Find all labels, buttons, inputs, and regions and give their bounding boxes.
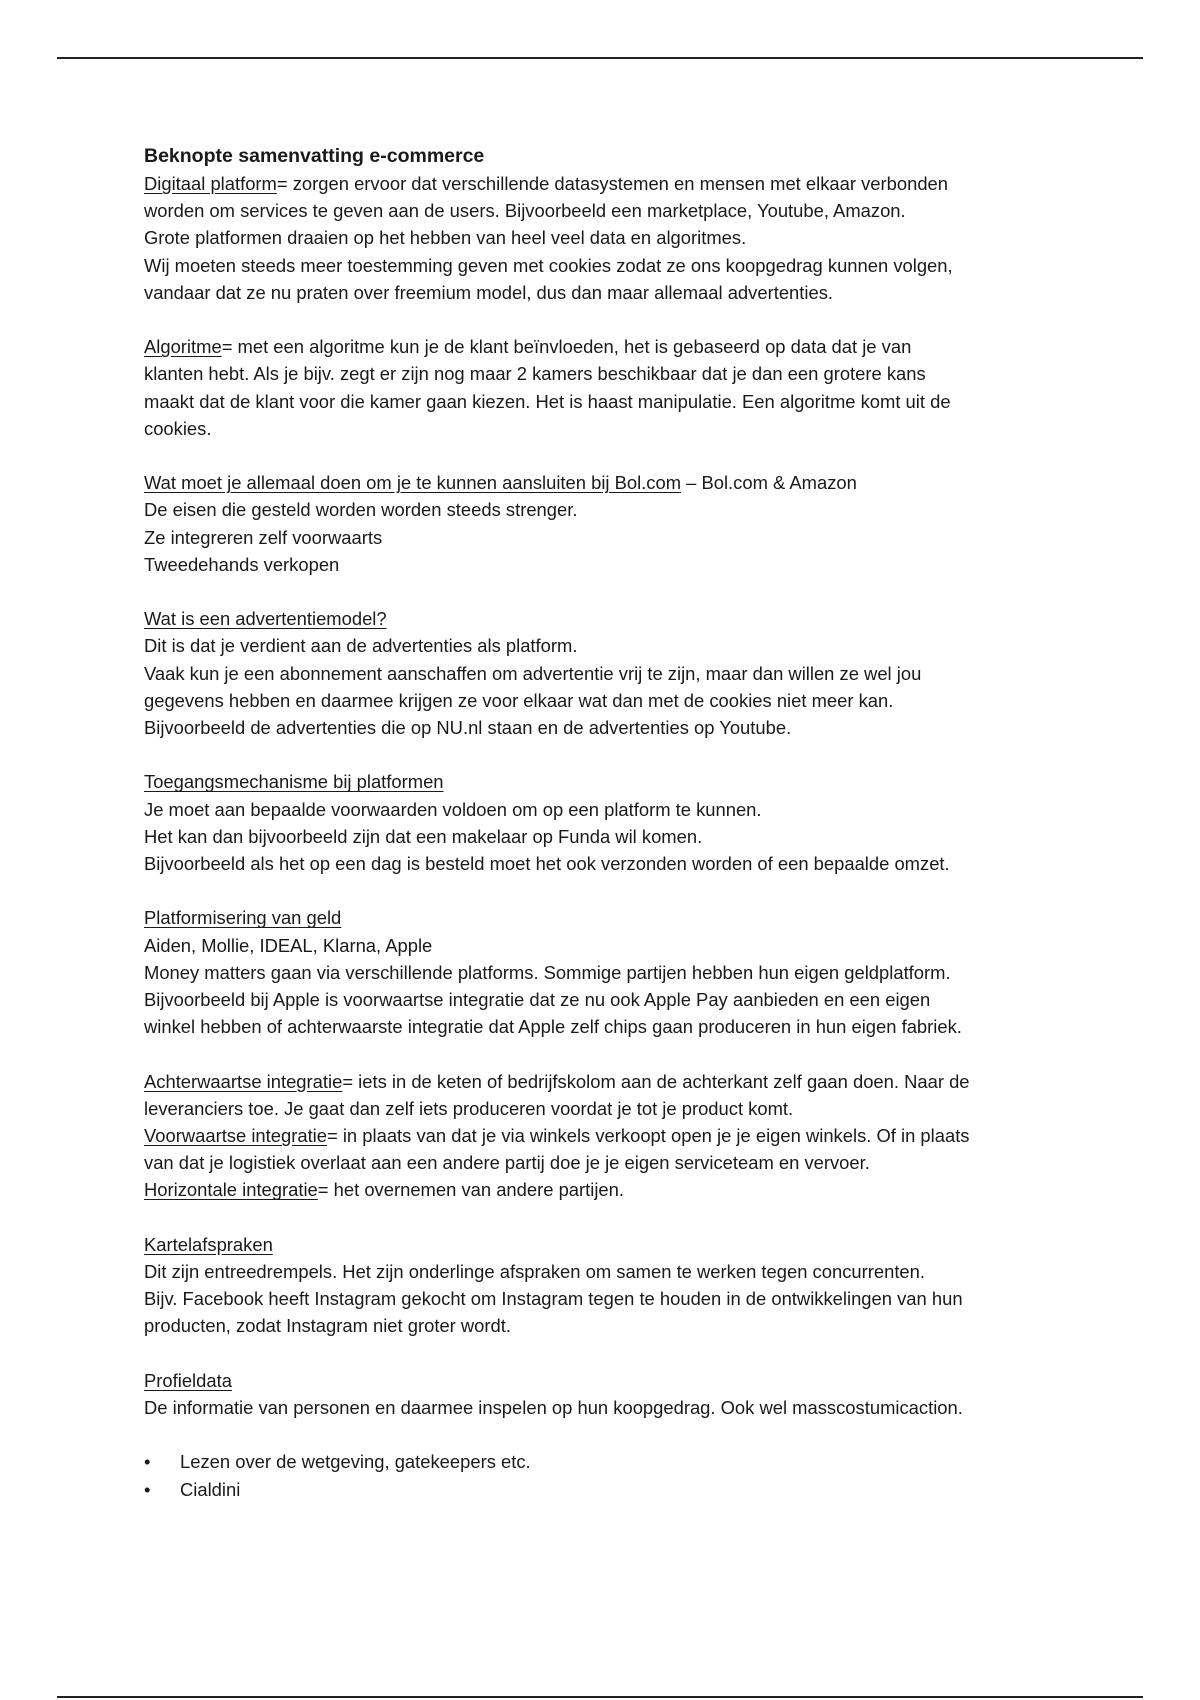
section-bolcom: [144, 469, 1084, 578]
section-heading-line: [144, 904, 1084, 931]
term-definition: = het overnemen van andere partijen.: [317, 1179, 624, 1201]
paragraph-line: Money matters gaan via verschillende platforms. Sommige partijen hebben hun eigen geldplatform.: [144, 961, 951, 983]
term-achterwaartse-integratie: Achterwaartse integratie: [144, 1070, 343, 1092]
heading-suffix: – Bol.com & Amazon: [681, 472, 857, 494]
section-kartelafspraken: [144, 1231, 1084, 1340]
spacer: [144, 306, 1084, 333]
paragraph-line: [144, 1122, 1084, 1149]
list-item: [144, 1448, 1084, 1475]
section-heading-line: [144, 1367, 1084, 1394]
spacer: [144, 578, 1084, 605]
section-heading: Wat moet je allemaal doen om je te kunnen aansluiten bij Bol.com: [144, 472, 682, 494]
spacer: [144, 1421, 1084, 1448]
paragraph-line: van dat je logistiek overlaat aan een andere partij doe je je eigen serviceteam en vervoer.: [144, 1152, 870, 1174]
section-heading-line: [144, 768, 1084, 795]
term-digitaal-platform: Digitaal platform: [144, 173, 277, 194]
spacer: [144, 741, 1084, 768]
bullet-icon: •: [144, 1451, 151, 1473]
paragraph-line: producten, zodat Instagram niet groter wordt.: [144, 1315, 511, 1337]
paragraph-line: vandaar dat ze nu praten over freemium model, dus dan maar allemaal advertenties.: [144, 281, 834, 303]
paragraph-line: Je moet aan bepaalde voorwaarden voldoen om op een platform te kunnen.: [144, 798, 762, 820]
paragraph-line: klanten hebt. Als je bijv. zegt er zijn nog maar 2 kamers beschikbaar dat je dan een grotere kans: [144, 363, 926, 385]
paragraph-line: cookies.: [144, 417, 212, 439]
section-heading: Platformisering van geld: [144, 907, 342, 929]
paragraph-line: De eisen die gesteld worden worden steeds strenger.: [144, 499, 578, 521]
paragraph-line: leveranciers toe. Je gaat dan zelf iets produceren voordat je tot je product komt.: [144, 1097, 794, 1119]
section-heading: Wat is een advertentiemodel?: [144, 608, 387, 630]
bullet-list: [144, 1448, 1084, 1502]
footer-rule: [57, 1696, 1143, 1698]
paragraph-line: Dit zijn entreedrempels. Het zijn onderlinge afspraken om samen te werken tegen concurrenten.: [144, 1261, 925, 1283]
paragraph-line: De informatie van personen en daarmee inspelen op hun koopgedrag. Ook wel masscostumicaction.: [144, 1397, 963, 1419]
paragraph-line: [144, 170, 1084, 197]
spacer: [144, 1340, 1084, 1367]
section-algoritme: [144, 333, 1084, 442]
section-heading-line: [144, 1231, 1084, 1258]
term-definition: = met een algoritme kun je de klant beïnvloeden, het is gebaseerd op data dat je van: [221, 336, 912, 358]
spacer: [144, 877, 1084, 904]
spacer: [144, 1204, 1084, 1231]
section-integratie: [144, 1068, 1084, 1204]
section-heading-line: [144, 605, 1084, 632]
term-voorwaartse-integratie: Voorwaartse integratie: [144, 1125, 327, 1147]
section-heading: Kartelafspraken: [144, 1233, 273, 1255]
section-heading-line: [144, 469, 1084, 496]
term-definition: = iets in de keten of bedrijfskolom aan de achterkant zelf gaan doen. Naar de: [342, 1070, 970, 1092]
document-body: [144, 142, 1084, 1503]
paragraph-line: Grote platformen draaien op het hebben van heel veel data en algoritmes.: [144, 227, 747, 249]
paragraph-line: Tweedehands verkopen: [144, 553, 340, 575]
section-platformisering: [144, 904, 1084, 1040]
term-algoritme: Algoritme: [144, 336, 222, 358]
paragraph-line: Bijv. Facebook heeft Instagram gekocht om Instagram tegen te houden in de ontwikkelingen van hun: [144, 1288, 963, 1310]
paragraph-line: [144, 1176, 1084, 1203]
term-horizontale-integratie: Horizontale integratie: [144, 1179, 318, 1201]
document-title: Beknopte samenvatting e-commerce: [144, 145, 485, 167]
paragraph-line: winkel hebben of achterwaarste integratie dat Apple zelf chips gaan produceren in hun eigen fabriek.: [144, 1016, 962, 1038]
paragraph-line: Bijvoorbeeld als het op een dag is besteld moet het ook verzonden worden of een bepaalde omzet.: [144, 853, 950, 875]
paragraph-line: [144, 333, 1084, 360]
header-rule: [57, 57, 1143, 59]
term-definition: = in plaats van dat je via winkels verkoopt open je je eigen winkels. Of in plaats: [327, 1125, 970, 1147]
paragraph-line: maakt dat de klant voor die kamer gaan kiezen. Het is haast manipulatie. Een algoritme komt uit de: [144, 390, 951, 412]
spacer: [144, 1040, 1084, 1067]
paragraph-line: Bijvoorbeeld bij Apple is voorwaartse integratie dat ze nu ook Apple Pay aanbieden en een eigen: [144, 989, 931, 1011]
spacer: [144, 442, 1084, 469]
term-definition: = zorgen ervoor dat verschillende datasystemen en mensen met elkaar verbonden: [276, 173, 949, 194]
section-toegangsmechanisme: [144, 768, 1084, 877]
paragraph-line: Bijvoorbeeld de advertenties die op NU.nl staan en de advertenties op Youtube.: [144, 717, 792, 739]
paragraph-line: Vaak kun je een abonnement aanschaffen om advertentie vrij te zijn, maar dan willen ze wel jou: [144, 662, 922, 684]
section-profieldata: [144, 1367, 1084, 1421]
paragraph-line: gegevens hebben en daarmee krijgen ze voor elkaar wat dan met de cookies niet meer kan.: [144, 689, 894, 711]
paragraph-line: Aiden, Mollie, IDEAL, Klarna, Apple: [144, 934, 433, 956]
paragraph-line: [144, 1068, 1084, 1095]
section-advertentiemodel: [144, 605, 1084, 741]
paragraph-line: Het kan dan bijvoorbeeld zijn dat een makelaar op Funda wil komen.: [144, 825, 703, 847]
paragraph-line: worden om services te geven aan de users. Bijvoorbeeld een marketplace, Youtube, Amazon.: [144, 200, 906, 222]
paragraph-line: Ze integreren zelf voorwaarts: [144, 526, 383, 548]
paragraph-line: Dit is dat je verdient aan de advertenties als platform.: [144, 635, 578, 657]
section-heading: Toegangsmechanisme bij platformen: [144, 771, 444, 793]
paragraph-line: Wij moeten steeds meer toestemming geven met cookies zodat ze ons koopgedrag kunnen volgen,: [144, 254, 953, 276]
list-item-text: Cialdini: [180, 1478, 241, 1500]
list-item-text: Lezen over de wetgeving, gatekeepers etc.: [180, 1451, 531, 1473]
section-digitaal-platform: [144, 170, 1084, 306]
list-item: [144, 1476, 1084, 1503]
section-heading: Profieldata: [144, 1369, 232, 1391]
bullet-icon: •: [144, 1478, 151, 1500]
